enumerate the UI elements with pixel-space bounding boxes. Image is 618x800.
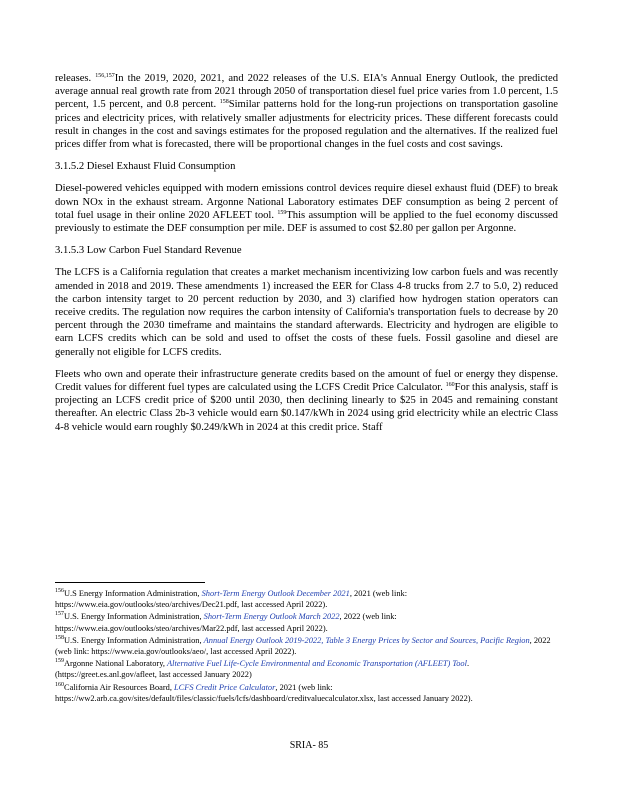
footnotes [55, 588, 558, 705]
footnote-text: U.S. Energy Information Administration, [64, 635, 204, 645]
footnote-number: 158 [55, 634, 64, 641]
footnote-ref-160[interactable]: 160 [445, 382, 455, 389]
paragraph-lcfs-credits [55, 368, 558, 434]
footnote-number: 157 [55, 611, 64, 618]
paragraph-fuel-price-forecasts [55, 72, 558, 151]
footnote-158 [55, 635, 558, 657]
footnote-text: U.S. Energy Information Administration, [64, 612, 204, 622]
paragraph-lead: releases. [55, 73, 92, 84]
paragraph-text-continued: For this analysis, staff is projecting an LCFS credit price of $200 until 2030, then declining linearly to $25 in 2045 and remaining constant thereafter. An electric Class 2b-3 vehicle would earn $0.147/kWh in 2024 using grid electricity while an electric Class 4-8 vehicle would earn roughly $0.249/kWh in 2024 at this credit price. Staff [55, 382, 559, 433]
paragraph-text: In the 2019, 2020, 2021, and 2022 releases of the U.S. EIA's Annual Energy Outlook, the predicted average annual real growth rate from 2021 through 2050 of transportation diesel fuel price varies from 1.0 percent, 1.5 percent, 1.5 percent, and 0.8 percent. [55, 73, 558, 111]
footnote-number: 160 [55, 681, 64, 688]
section-heading-def-consumption: 3.1.5.2 Diesel Exhaust Fluid Consumption [55, 161, 236, 173]
footnote-156 [55, 588, 558, 610]
footnote-divider [55, 582, 205, 583]
footnote-text: California Air Resources Board, [64, 682, 175, 692]
section-heading-lcfs-revenue: 3.1.5.3 Low Carbon Fuel Standard Revenue [55, 245, 242, 257]
footnote-text-continued: , 2021 (web link: https://ww2.arb.ca.gov/sites/default/files/classic/fuels/lcfs/dashboard/creditvaluecalculator.xlsx, last accessed January 2022). [55, 682, 473, 703]
paragraph-text: Fleets who own and operate their infrastructure generate credits based on the amount of fuel or energy they dispense. Credit values for different fuel types are calculated using the LCFS Credit Price Calculator. [55, 368, 558, 394]
footnote-link[interactable]: Alternative Fuel Life-Cycle Environmental and Economic Transportation (AFLEET) Tool [167, 659, 467, 669]
paragraph-def-consumption [55, 182, 558, 235]
footnote-text-continued: , 2021 (web link: https://www.eia.gov/outlooks/steo/archives/Dec21.pdf, last accessed April 2022). [55, 589, 408, 610]
footnote-link[interactable]: Short-Term Energy Outlook March 2022 [203, 612, 340, 622]
paragraph-text: Diesel-powered vehicles equipped with modern emissions control devices require diesel exhaust fluid (DEF) to break down NOx in the exhaust stream. Argonne National Laboratory estimates DEF consumption as being 2 percent of total fuel usage in their online 2020 AFLEET tool. [55, 183, 558, 221]
footnote-number: 159 [55, 658, 64, 665]
footnote-ref-158[interactable]: 158 [219, 99, 229, 106]
footnote-text-continued: , 2022 (web link: https://www.eia.gov/outlooks/aeo/, last accessed April 2022). [55, 635, 551, 657]
paragraph-text-continued: This assumption will be applied to the fuel economy discussed previously to estimate the DEF consumption per mile. DEF is assumed to cost $2.80 per gallon per Argonne. [55, 209, 558, 235]
footnote-text-continued: , 2022 (web link: https://www.eia.gov/outlooks/steo/archives/Mar22.pdf, last accessed April 2022). [55, 612, 397, 633]
footnote-link[interactable]: Annual Energy Outlook 2019-2022, Table 3 Energy Prices by Sector and Sources, Pacific Region [203, 635, 530, 645]
footnote-number: 156 [55, 588, 64, 594]
footnote-text: U.S Energy Information Administration, [64, 589, 202, 598]
footnote-link[interactable]: LCFS Credit Price Calculator [174, 682, 276, 692]
paragraph-text: The LCFS is a California regulation that creates a market mechanism incentivizing low carbon fuels and was recently amended in 2018 and 2019. These amendments 1) increased the EER for Class 4-8 trucks from 2.7 to 5.0, 2) reduced the carbon intensity target to 20 percent reduction by 2030, and 3) clarified how hydrogen station operators can receive credits. The regulation now requires the carbon intensity of California's transportation fuels to decrease by 20 percent through the 2030 timeframe and maintains the standard afterwards. Electricity and hydrogen are eligible to earn LCFS credits which can be sold and used to offset the costs of these fuels. Fossil gasoline and diesel are generally not eligible for LCFS credits. [55, 267, 558, 358]
footnote-ref-156-157[interactable]: 156,157 [95, 73, 115, 79]
paragraph-text-continued: Similar patterns hold for the long-run projections on transportation gasoline prices and electricity prices, with relatively smaller adjustments for electricity prices. These different forecasts could result in changes in the cost and savings estimates for the proposed regulation and the alternatives. If the realized fuel prices differ from what is forecasted, there will be proportional changes in the fuel costs and cost savings. [55, 99, 558, 151]
footnote-link[interactable]: Short-Term Energy Outlook December 2021 [201, 589, 350, 598]
main-content [55, 72, 558, 443]
footnote-text: Argonne National Laboratory, [64, 659, 168, 669]
footnote-160 [55, 682, 558, 704]
footnote-159 [55, 658, 558, 680]
footnote-ref-159[interactable]: 159 [277, 209, 287, 216]
footnote-text-continued: . (https://greet.es.anl.gov/afleet, last accessed January 2022) [55, 659, 470, 680]
paragraph-lcfs-overview [55, 266, 558, 358]
page-number: SRIA- 85 [289, 740, 329, 751]
footnote-157 [55, 611, 558, 633]
